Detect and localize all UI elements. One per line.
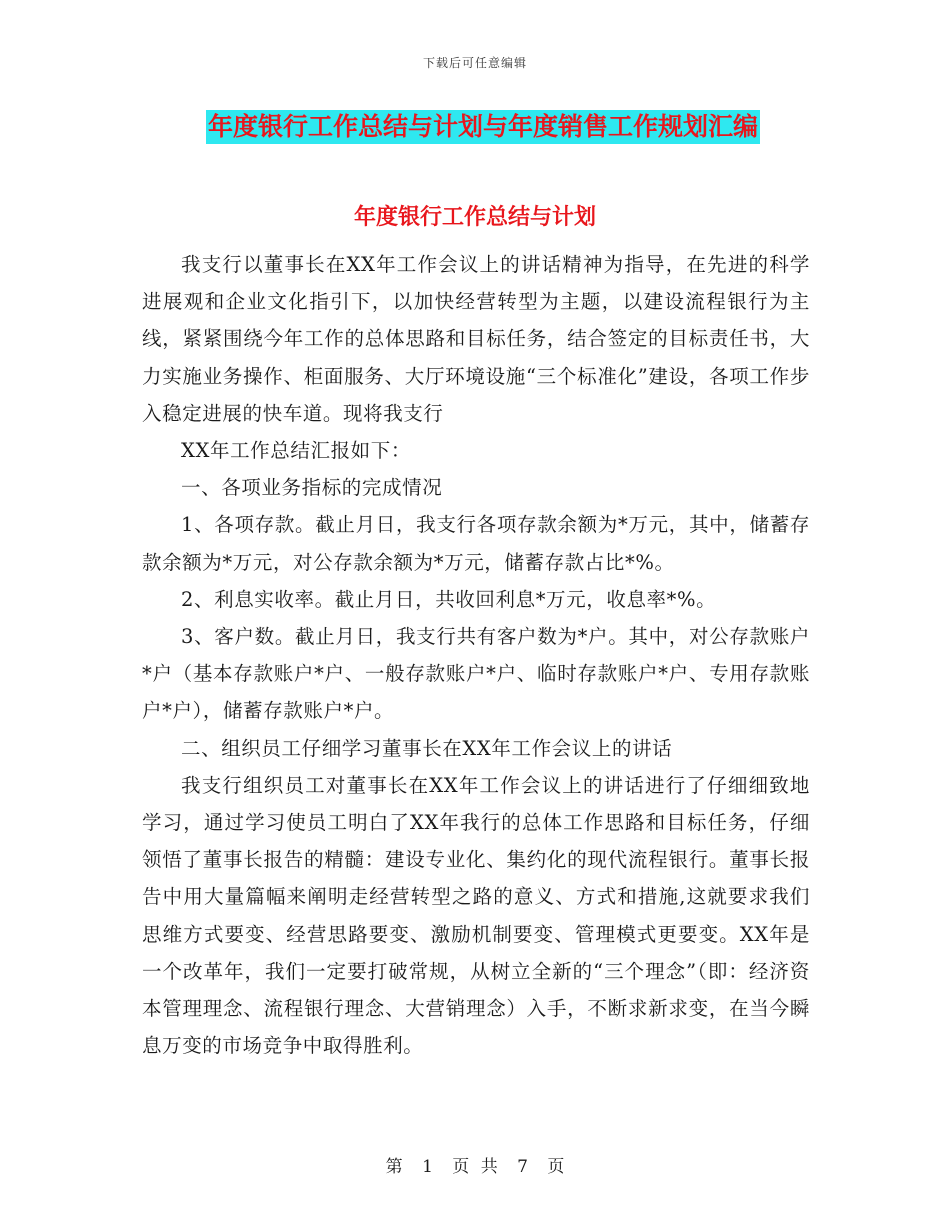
page-total: 7 <box>517 1157 528 1177</box>
section-title: 年度银行工作总结与计划 <box>353 204 596 230</box>
page-number: 1 <box>422 1157 433 1177</box>
paragraph: 二、组织员工仔细学习董事长在XX年工作会议上的讲话 <box>181 736 673 760</box>
document-body <box>142 246 810 1064</box>
header-note: 下载后可任意编辑 <box>422 56 527 70</box>
paragraph: 我支行组织员工对董事长在XX年工作会议上的讲话进行了仔细细致地学习，通过学习使员工明白了XX年我行的总体工作思路和目标任务，仔细领悟了董事长报告的精髓：建设专业化、集约化的现代流程银行。董事长报告中用大量篇幅来阐明走经营转型之路的意义、方式和措施,这就要求我们思维方式要变、经营思路要变、激励机制要变、管理模式更要变。XX年是一个改革年，我们一定要打破常规，从树立全新的“三个理念”（即：经济资本管理理念、流程银行理念、大营销理念）入手，不断求新求变，在当今瞬息万变的市场竞争中取得胜利。 <box>142 773 810 1058</box>
footer-suffix: 页 <box>547 1157 565 1177</box>
paragraph: 1、各项存款。截止月日，我支行各项存款余额为*万元，其中，储蓄存款余额为*万元，对公存款余额为*万元，储蓄存款占比*%。 <box>142 513 810 574</box>
footer-mid: 页 共 <box>452 1157 498 1177</box>
page-footer <box>0 1152 950 1177</box>
paragraph: 一、各项业务指标的完成情况 <box>181 476 443 500</box>
paragraph: 2、利息实收率。截止月日，共收回利息*万元，收息率*%。 <box>181 587 717 611</box>
paragraph: XX年工作总结汇报如下： <box>181 439 411 463</box>
paragraph: 我支行以董事长在XX年工作会议上的讲话精神为指导，在先进的科学进展观和企业文化指引下，以加快经营转型为主题，以建设流程银行为主线，紧紧围绕今年工作的总体思路和目标任务，结合签定的目标责任书，大力实施业务操作、柜面服务、大厅环境设施“三个标准化”建设，各项工作步入稳定进展的快车道。现将我支行 <box>142 253 810 425</box>
paragraph: 3、客户数。截止月日，我支行共有客户数为*户。其中，对公存款账户*户（基本存款账户*户、一般存款账户*户、临时存款账户*户、专用存款账户*户），储蓄存款账户*户。 <box>142 625 810 723</box>
main-title: 年度银行工作总结与计划与年度销售工作规划汇编 <box>206 110 760 144</box>
footer-prefix: 第 <box>385 1157 403 1177</box>
